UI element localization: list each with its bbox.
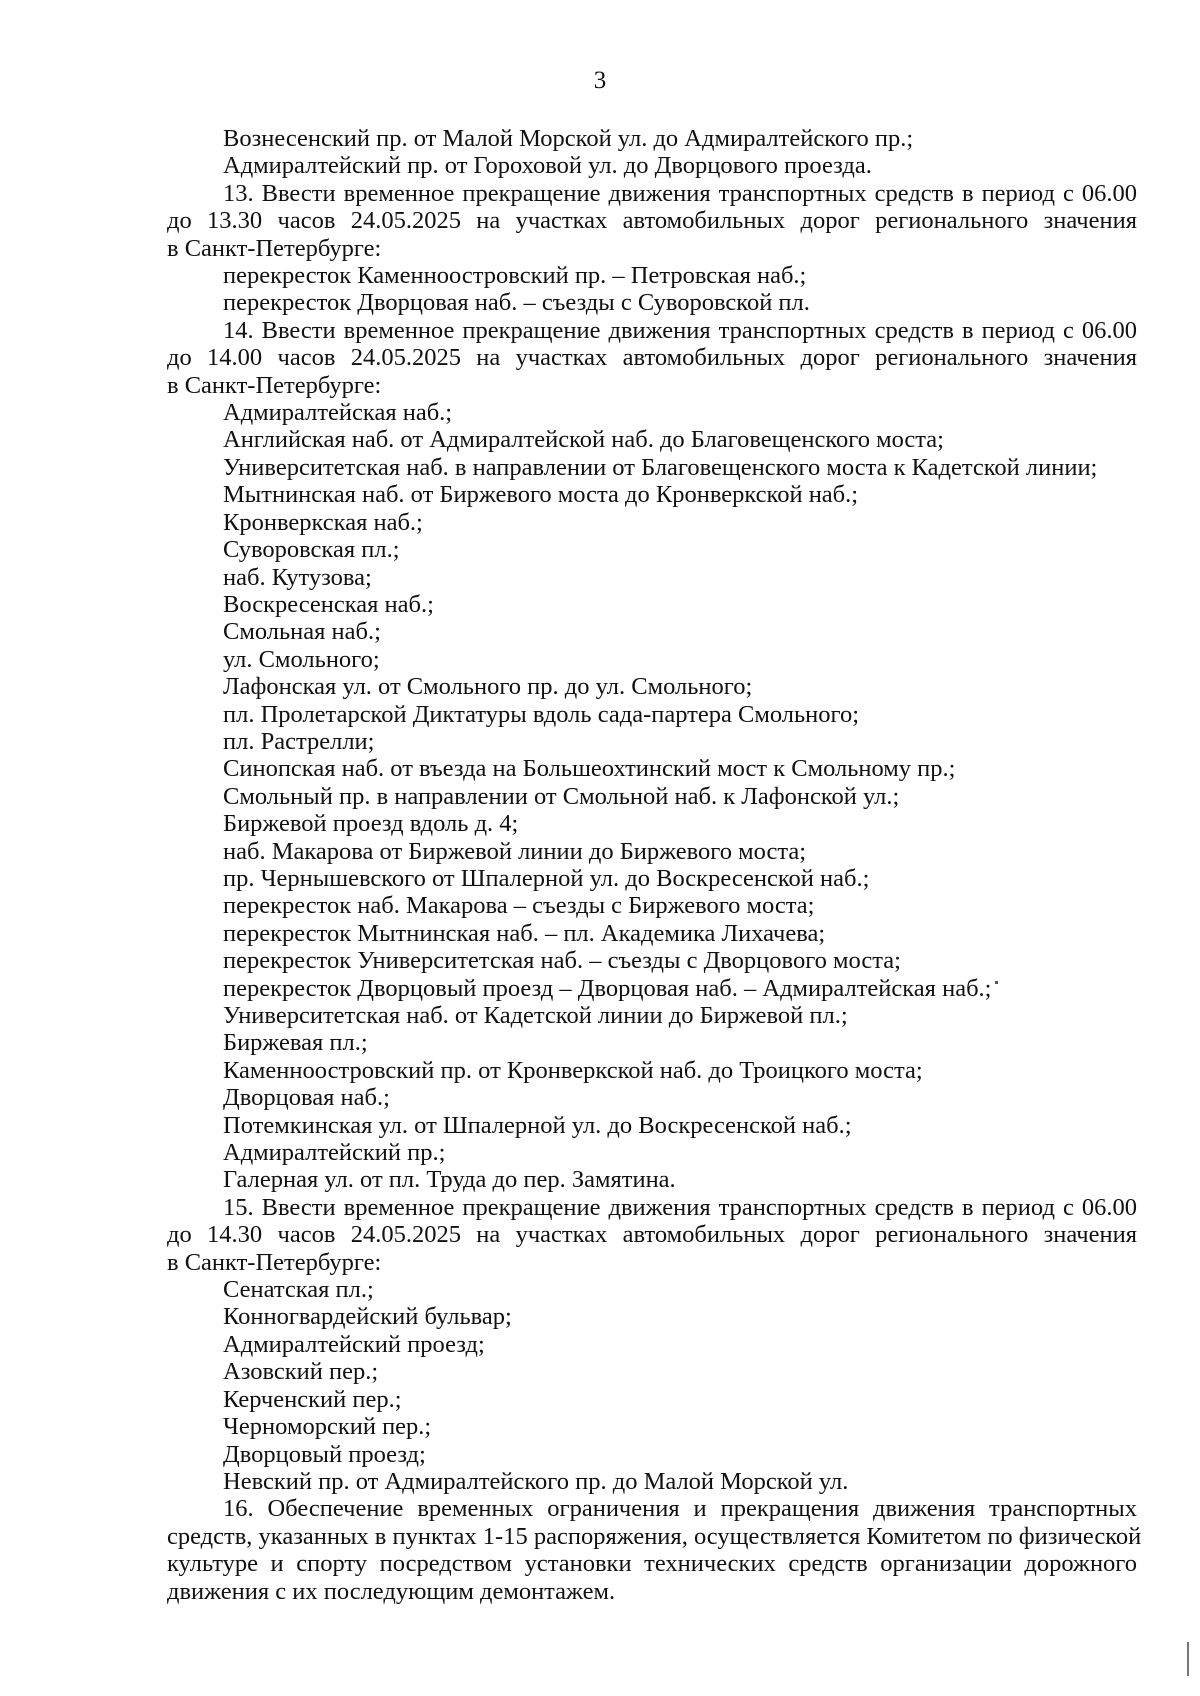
list-item: Воскресенская наб.; xyxy=(223,590,434,618)
list-item: Адмиралтейский пр.; xyxy=(223,1139,446,1167)
list-item: Сенатская пл.; xyxy=(223,1276,374,1304)
list-item: Смольная наб.; xyxy=(223,618,381,646)
list-item: Дворцовая наб.; xyxy=(223,1084,390,1112)
list-item: перекресток Дворцовый проезд – Дворцовая наб. – Адмиралтейская наб.; xyxy=(223,974,992,1002)
paragraph-15 xyxy=(167,1194,1137,1276)
list-item: пл. Пролетарской Диктатуры вдоль сада-партера Смольного; xyxy=(223,700,860,728)
list-item: Керченский пер.; xyxy=(223,1385,402,1413)
list-item: Суворовская пл.; xyxy=(223,536,400,564)
list-item: наб. Кутузова; xyxy=(223,563,372,591)
list-item: перекресток Университетская наб. – съезды с Дворцового моста; xyxy=(223,947,901,975)
list-item: Английская наб. от Адмиралтейской наб. до Благовещенского моста; xyxy=(223,426,944,454)
list-item: Галерная ул. от пл. Труда до пер. Замятина. xyxy=(223,1166,676,1194)
list-item: пр. Чернышевского от Шпалерной ул. до Воскресенской наб.; xyxy=(223,864,870,892)
list-item: Вознесенский пр. от Малой Морской ул. до Адмиралтейского пр.; xyxy=(223,125,914,152)
paragraph-line: в Санкт-Петербурге: xyxy=(167,234,382,262)
paragraph-line: в Санкт-Петербурге: xyxy=(167,1248,382,1276)
paragraph-line: в Санкт-Петербурге: xyxy=(167,371,382,399)
list-item: Мытнинская наб. от Биржевого моста до Кронверкской наб.; xyxy=(223,481,859,509)
paragraph-16 xyxy=(167,1495,1142,1605)
paragraph-13-items xyxy=(167,262,1137,317)
list-item: Каменноостровский пр. от Кронверкской наб. до Троицкого моста; xyxy=(223,1056,923,1084)
list-item: Конногвардейский бульвар; xyxy=(223,1303,512,1331)
list-item: Биржевая пл.; xyxy=(223,1029,368,1057)
list-item: Азовский пер.; xyxy=(223,1358,379,1386)
list-item: наб. Макарова от Биржевой линии до Биржевого моста; xyxy=(223,837,806,865)
list-item: Потемкинская ул. от Шпалерной ул. до Воскресенской наб.; xyxy=(223,1111,852,1139)
list-item: Университетская наб. в направлении от Благовещенского моста к Кадетской линии; xyxy=(223,453,1098,481)
list-item: перекресток Мытнинская наб. – пл. Академика Лихачева; xyxy=(223,919,826,947)
paragraph-14 xyxy=(167,317,1137,399)
list-item: Черноморский пер.; xyxy=(223,1413,432,1441)
list-item: Биржевой проезд вдоль д. 4; xyxy=(223,810,519,838)
paragraph-13 xyxy=(167,180,1137,262)
list-item: Адмиралтейский проезд; xyxy=(223,1330,485,1358)
paragraph-line: 15. Ввести временное прекращение движения транспортных средств в период с 06.00 xyxy=(223,1193,1137,1221)
paragraph-14-items xyxy=(167,399,1137,1194)
list-item: Лафонская ул. от Смольного пр. до ул. Смольного; xyxy=(223,673,753,701)
paragraph-15-items xyxy=(167,1276,1137,1495)
list-item: Адмиралтейский пр. от Гороховой ул. до Дворцового проезда. xyxy=(223,152,872,180)
list-item: Невский пр. от Адмиралтейского пр. до Малой Морской ул. xyxy=(223,1467,849,1495)
list-item: перекресток наб. Макарова – съезды с Биржевого моста; xyxy=(223,892,815,920)
scan-speck xyxy=(1187,1642,1189,1676)
list-item: Кронверкская наб.; xyxy=(223,508,423,536)
paragraph-line: 14. Ввести временное прекращение движения транспортных средств в период с 06.00 xyxy=(223,316,1137,344)
list-item: ул. Смольного; xyxy=(223,645,380,673)
paragraph-line: 16. Обеспечение временных ограничения и прекращения движения транспортных xyxy=(223,1495,1137,1523)
paragraph-line: 13. Ввести временное прекращение движения транспортных средств в период с 06.00 xyxy=(223,179,1137,207)
list-item: Смольный пр. в направлении от Смольной наб. к Лафонской ул.; xyxy=(223,782,900,810)
list-item: Дворцовый проезд; xyxy=(223,1440,426,1468)
list-item: пл. Растрелли; xyxy=(223,727,375,755)
list-item: Синопская наб. от въезда на Большеохтинский мост к Смольному пр.; xyxy=(223,755,956,783)
paragraph-line: до 13.30 часов 24.05.2025 на участках автомобильных дорог регионального значения xyxy=(167,207,1137,235)
page-number: 3 xyxy=(593,67,607,94)
list-item: перекресток Дворцовая наб. – съезды с Суворовской пл. xyxy=(223,289,810,317)
paragraph-line: культуре и спорту посредством установки технических средств организации дорожного xyxy=(167,1550,1137,1578)
paragraph-line: до 14.00 часов 24.05.2025 на участках автомобильных дорог регионального значения xyxy=(167,344,1137,372)
scan-speck xyxy=(995,981,998,984)
top-items-list xyxy=(167,125,1137,180)
list-item: Университетская наб. от Кадетской линии до Биржевой пл.; xyxy=(223,1002,848,1029)
paragraph-line: средств, указанных в пунктах 1-15 распоряжения, осуществляется Комитетом по физической xyxy=(167,1522,1142,1550)
document-body xyxy=(167,125,1142,1605)
list-item: Адмиралтейская наб.; xyxy=(223,399,453,427)
paragraph-line: до 14.30 часов 24.05.2025 на участках автомобильных дорог регионального значения xyxy=(167,1221,1137,1249)
list-item: перекресток Каменноостровский пр. – Петровская наб.; xyxy=(223,262,807,290)
paragraph-line: движения с их последующим демонтажем. xyxy=(167,1577,616,1605)
